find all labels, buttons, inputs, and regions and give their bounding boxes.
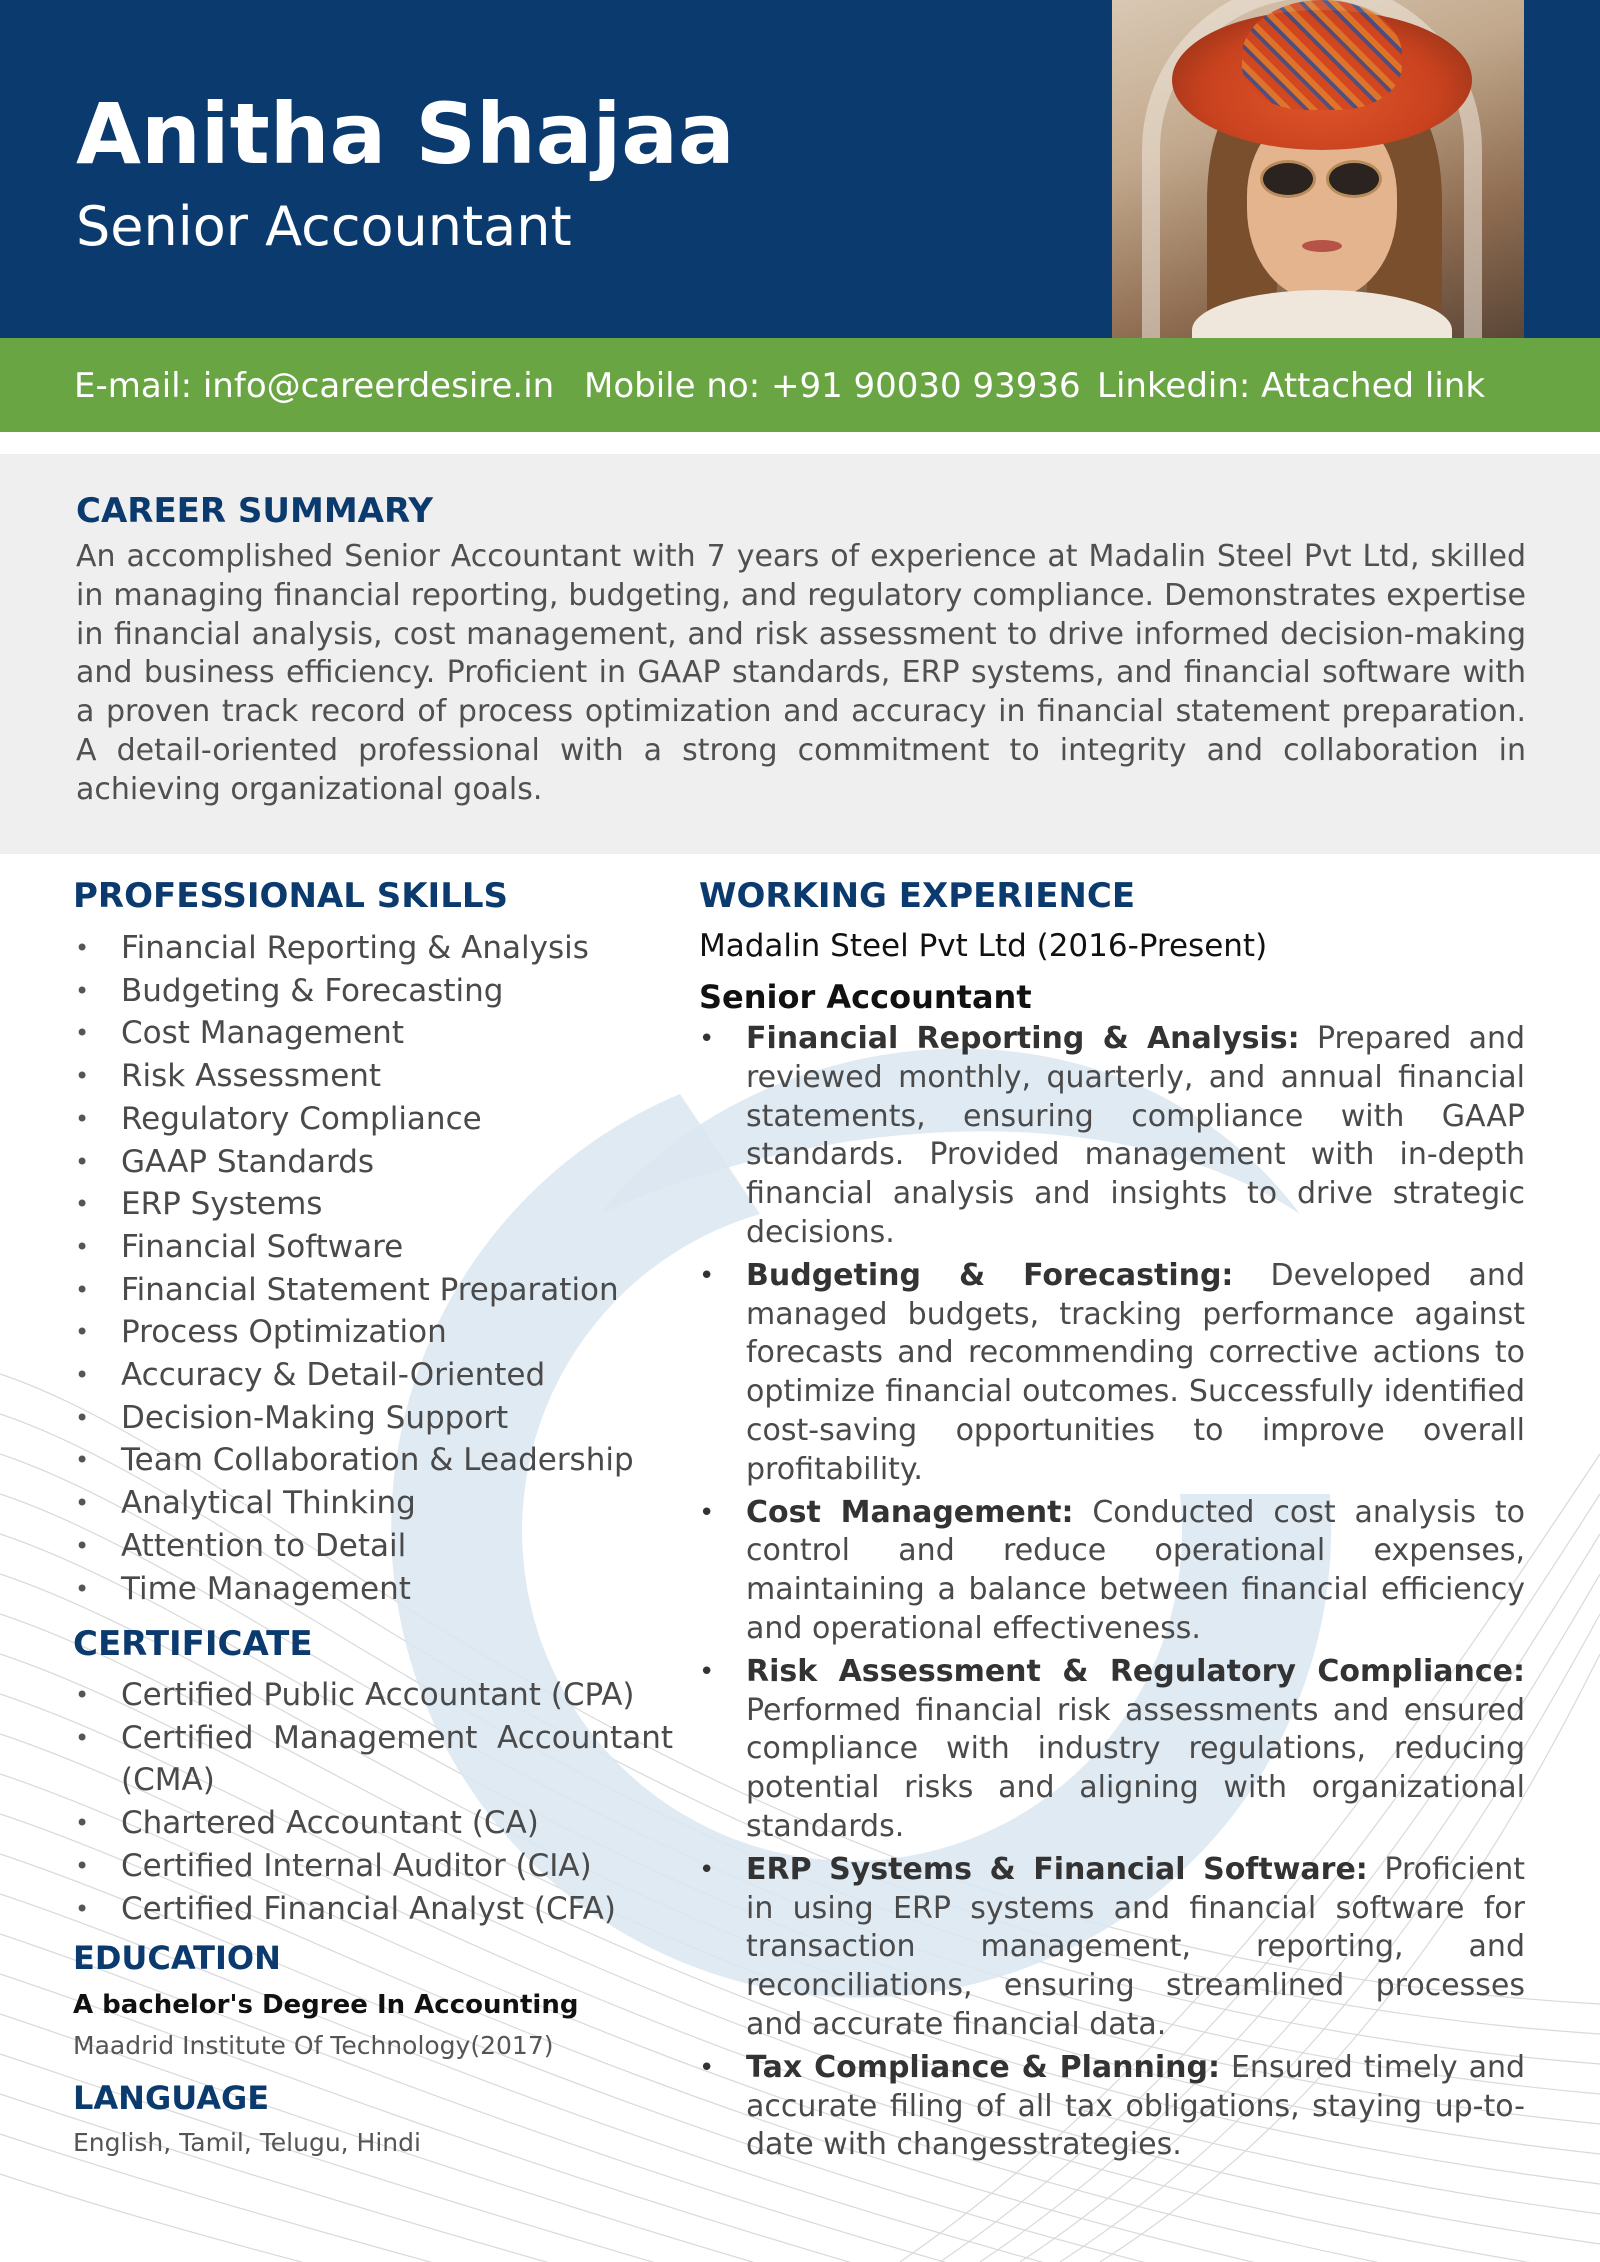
experience-list — [699, 1020, 1525, 2169]
skill-item: • Team Collaboration & Leadership — [73, 1439, 673, 1482]
experience-item-text: Performed financial risk assessments and ensured compliance with industry regulations, reducing potential risks and aligning with organizational standards. — [746, 1692, 1525, 1844]
skills-list — [73, 927, 673, 1610]
experience-company: Madalin Steel Pvt Ltd (2016-Present) — [699, 928, 1268, 964]
career-summary-text: An accomplished Senior Accountant with 7 years of experience at Madalin Steel Pvt Ltd, skilled in managing financial reporting, budgeting, and regulatory compliance. Demonstrates expertise in financial analysis, cost management, and risk assessment to drive informed decision-making and business efficiency. Proficient in GAAP standards, ERP systems, and financial software with a proven track record of process optimization and accuracy in financial statement preparation. A detail-oriented professional with a strong commitment to integrity and collaboration in achieving organizational goals. — [76, 539, 1526, 807]
skill-item: • ERP Systems — [73, 1183, 673, 1226]
skills-title: PROFESSIONAL SKILLS — [73, 876, 509, 916]
skill-item: • Cost Management — [73, 1012, 673, 1055]
skill-item: • Accuracy & Detail-Oriented — [73, 1354, 673, 1397]
experience-job-title: Senior Accountant — [699, 978, 1032, 1016]
skill-item: • GAAP Standards — [73, 1141, 673, 1184]
experience-item-text: Proficient in using ERP systems and financial software for transaction management, reporting, and reconciliations, ensuring streamlined processes and accurate financial data. — [746, 1851, 1525, 2042]
experience-item — [699, 1257, 1525, 1490]
experience-item-heading: Cost Management: — [746, 1494, 1074, 1530]
header-banner — [0, 0, 1600, 338]
experience-item — [699, 1851, 1525, 2045]
skill-item: • Financial Statement Preparation — [73, 1269, 673, 1312]
skill-item: • Analytical Thinking — [73, 1482, 673, 1525]
experience-item-text: Conducted cost analysis to control and reduce operational expenses, maintaining a balance between financial efficiency and operational effectiveness. — [746, 1494, 1525, 1646]
certificate-item: • Chartered Accountant (CA) — [73, 1802, 673, 1845]
career-summary-title: CAREER SUMMARY — [76, 491, 433, 531]
education-institute: Maadrid Institute Of Technology(2017) — [73, 2031, 554, 2060]
experience-item — [699, 1020, 1525, 1253]
contact-email[interactable]: E-mail: info@careerdesire.in — [74, 366, 555, 406]
experience-item — [699, 1653, 1525, 1847]
profile-photo — [1112, 0, 1524, 338]
career-summary-section — [0, 454, 1600, 854]
experience-item-heading: Tax Compliance & Planning: — [746, 2049, 1220, 2085]
skill-item: • Regulatory Compliance — [73, 1098, 673, 1141]
certificate-item: • Certified Management Accountant (CMA) — [73, 1717, 673, 1802]
candidate-name: Anitha Shajaa — [76, 85, 735, 183]
skill-item: • Budgeting & Forecasting — [73, 970, 673, 1013]
experience-item-heading: Risk Assessment & Regulatory Compliance: — [746, 1653, 1525, 1689]
certificate-item: • Certified Internal Auditor (CIA) — [73, 1845, 673, 1888]
experience-item-text: Ensured timely and accurate filing of all tax obligations, staying up-to-date with changesstrategies. — [746, 2049, 1526, 2163]
skill-item: • Financial Reporting & Analysis — [73, 927, 673, 970]
certificate-item: • Certified Financial Analyst (CFA) — [73, 1888, 673, 1931]
certificate-title: CERTIFICATE — [73, 1624, 313, 1664]
experience-item-text: Developed and managed budgets, tracking performance against forecasts and recommending corrective actions to optimize financial outcomes. Successfully identified cost-saving opportunities to improve overall profitability. — [746, 1257, 1525, 1487]
skill-item: • Attention to Detail — [73, 1525, 673, 1568]
certificate-item: • Certified Public Accountant (CPA) — [73, 1674, 673, 1717]
skill-item: • Time Management — [73, 1568, 673, 1611]
experience-item-heading: ERP Systems & Financial Software: — [746, 1851, 1368, 1887]
education-title: EDUCATION — [73, 1939, 281, 1977]
candidate-role: Senior Accountant — [76, 195, 572, 258]
experience-item — [699, 2049, 1525, 2165]
experience-item-text: Prepared and reviewed monthly, quarterly, and annual financial statements, ensuring compliance with GAAP standards. Provided management with in-depth financial analysis and insights to drive strategic decisions. — [746, 1021, 1526, 1250]
certificate-list — [73, 1674, 673, 1930]
skill-item: • Decision-Making Support — [73, 1397, 673, 1440]
experience-item-heading: Financial Reporting & Analysis: — [746, 1021, 1300, 1056]
education-degree: A bachelor's Degree In Accounting — [73, 1990, 579, 2020]
language-list: English, Tamil, Telugu, Hindi — [73, 2128, 421, 2157]
skill-item: • Financial Software — [73, 1226, 673, 1269]
contact-bar — [0, 338, 1600, 432]
skill-item: • Process Optimization — [73, 1311, 673, 1354]
experience-item-heading: Budgeting & Forecasting: — [746, 1257, 1234, 1293]
contact-mobile[interactable]: Mobile no: +91 90030 93936 — [584, 366, 1081, 406]
language-title: LANGUAGE — [73, 2079, 270, 2117]
contact-linkedin[interactable]: Linkedin: Attached link — [1097, 366, 1486, 406]
skill-item: • Risk Assessment — [73, 1055, 673, 1098]
experience-item — [699, 1494, 1525, 1649]
experience-title: WORKING EXPERIENCE — [699, 876, 1136, 916]
